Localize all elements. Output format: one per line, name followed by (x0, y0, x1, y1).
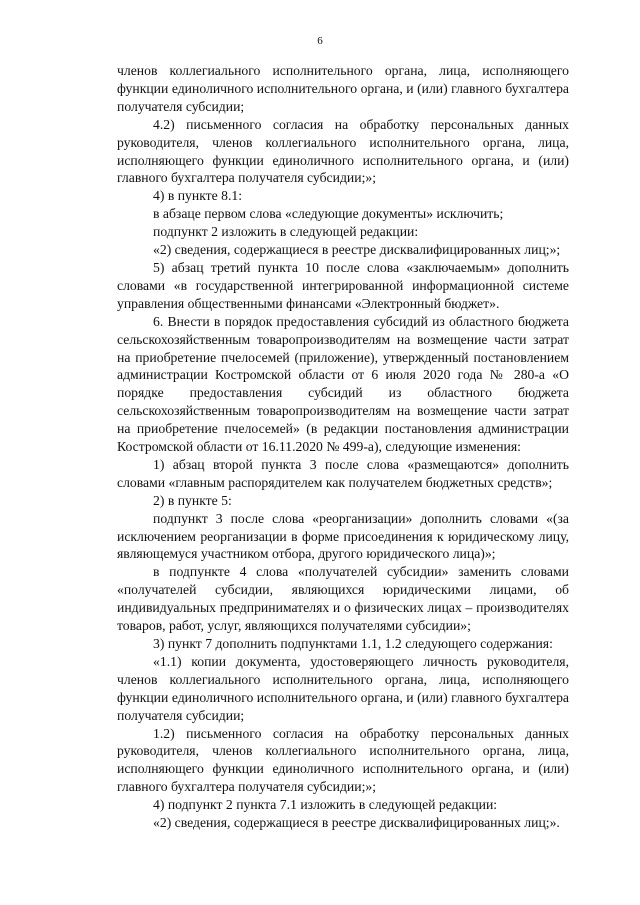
paragraph-11: подпункт 3 после слова «реорганизации» дополнить словами «(за исключением реорганизации в форме присоединения к юридическому лицу, являющемуся участником отбора, другого юридического лица)»; (117, 510, 569, 562)
paragraph-15: 1.2) письменного согласия на обработку персональных данных руководителя, членов коллегиального исполнительного органа, лица, исполняющего функции единоличного исполнительного органа, и (или) главного бухгалтера получателя субсидии;»; (117, 725, 569, 795)
paragraph-13: 3) пункт 7 дополнить подпунктами 1.1, 1.2 следующего содержания: (153, 636, 553, 651)
paragraph-3: 4) в пункте 8.1: (153, 188, 243, 204)
document-body (117, 62, 569, 832)
paragraph-14: «1.1) копии документа, удостоверяющего личность руководителя, членов коллегиального исполнительного органа, лица, исполняющего функции единоличного исполнительного органа, и (или) главного бухгалтера получателя субсидии; (117, 653, 569, 723)
paragraph-17: «2) сведения, содержащиеся в реестре дисквалифицированных лиц;». (153, 815, 560, 831)
paragraph-10: 2) в пункте 5: (153, 492, 232, 508)
page-number: 6 (317, 35, 323, 47)
paragraph-12: в подпункте 4 слова «получателей субсидии» заменить словами «получателей субсидии, являющихся юридическими лицами, об индивидуальных предпринимателях и о физических лицах – производителях товаров, работ, услуг, являющихся получателями субсидии»; (117, 564, 569, 634)
paragraph-16: 4) подпункт 2 пункта 7.1 изложить в следующей редакции: (153, 797, 498, 813)
paragraph-9: 1) абзац второй пункта 3 после слова «размещаются» дополнить словами «главным распорядителем как получателем бюджетных средств»; (117, 456, 569, 490)
paragraph-4: в абзаце первом слова «следующие документы» исключить; (153, 206, 504, 222)
paragraph-6: «2) сведения, содержащиеся в реестре дисквалифицированных лиц;»; (153, 242, 561, 258)
paragraph-5: подпункт 2 изложить в следующей редакции: (153, 224, 419, 240)
paragraph-1: членов коллегиального исполнительного органа, лица, исполняющего функции единоличного исполнительного органа, и (или) главного бухгалтера получателя субсидии; (117, 63, 569, 114)
paragraph-2: 4.2) письменного согласия на обработку персональных данных руководителя, членов коллегиального исполнительного органа, лица, исполняющего функции единоличного исполнительного органа, и (или) главного бухгалтера получателя субсидии;»; (117, 116, 569, 186)
paragraph-8: 6. Внести в порядок предоставления субсидий из областного бюджета сельскохозяйственным товаропроизводителям на возмещение части затрат на приобретение пчелосемей (приложение), утвержденный постановлением администрации Костромской области от 6 июля 2020 года № 280-а «О порядке предоставления субсидий из областного бюджета сельскохозяйственным товаропроизводителям на возмещение части затрат на приобретение пчелосемей» (в редакции постановления администрации Костромской области от 16.11.2020 № 499-а), следующие изменения: (117, 313, 569, 455)
paragraph-7: 5) абзац третий пункта 10 после слова «заключаемым» дополнить словами «в государственной интегрированной информационной системе управления общественными финансами «Электронный бюджет». (117, 259, 569, 311)
